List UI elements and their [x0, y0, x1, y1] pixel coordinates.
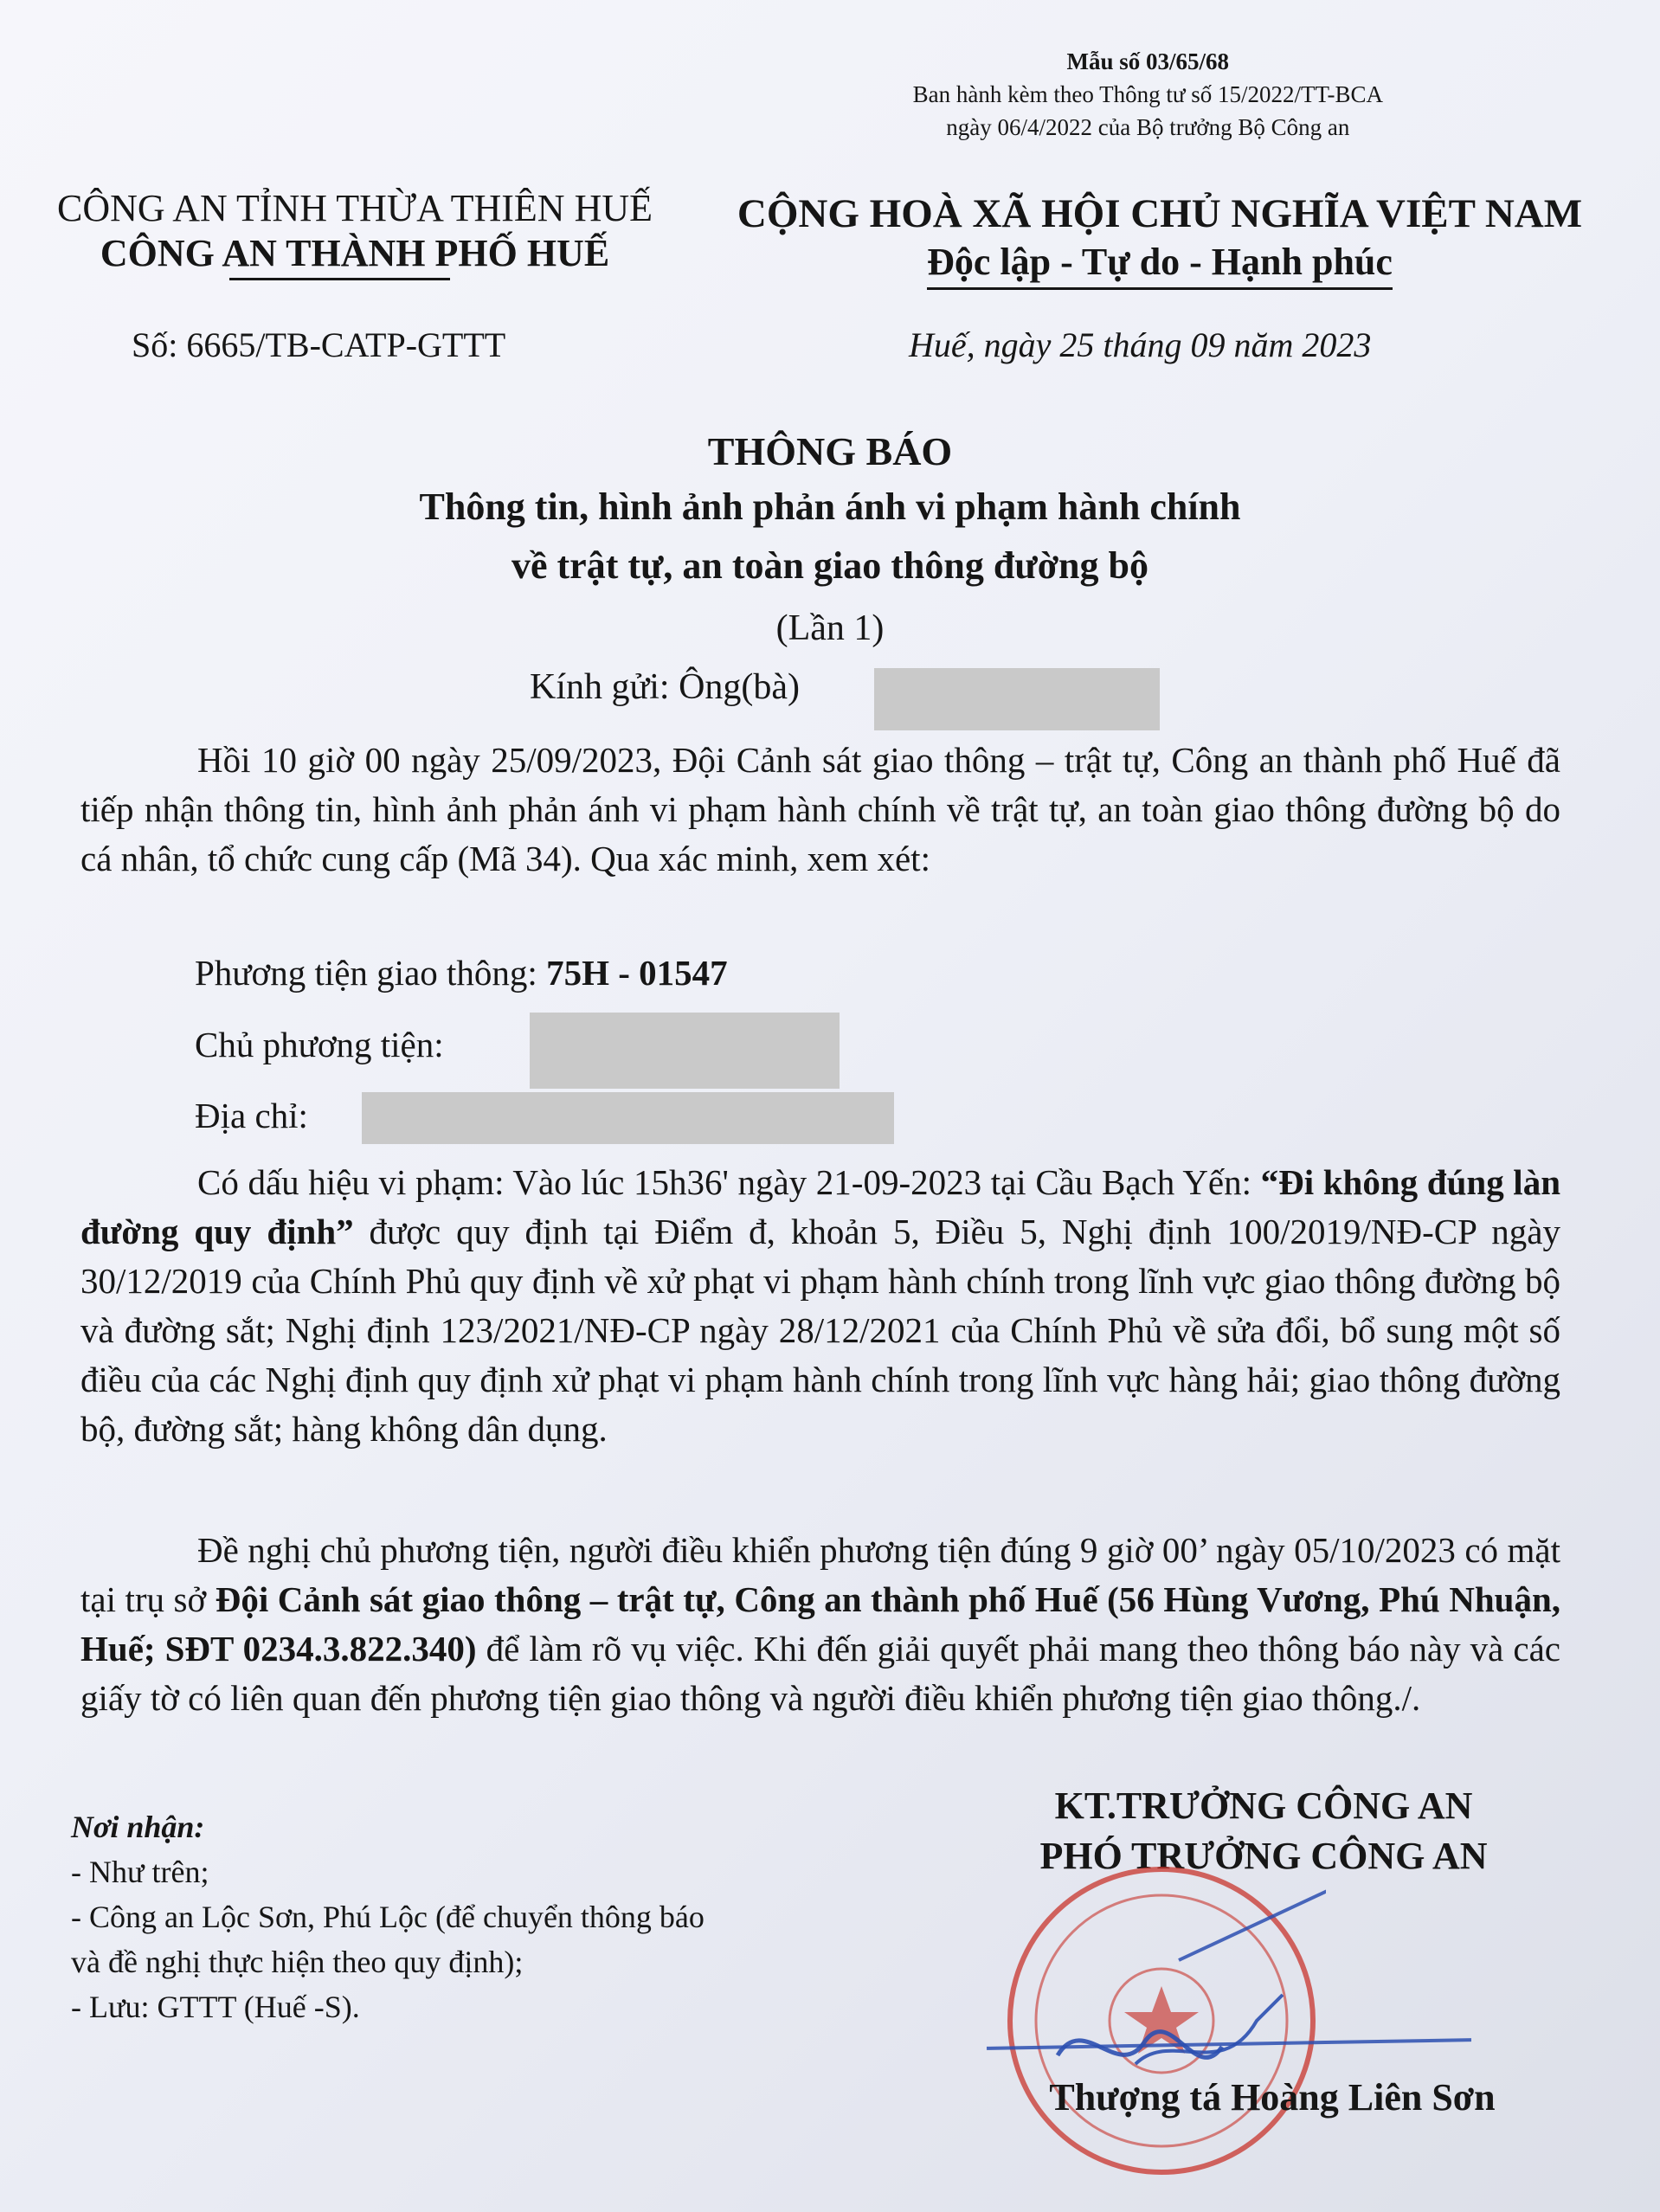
- address-line: [195, 1095, 308, 1136]
- official-seal-stamp: [997, 1856, 1326, 2185]
- recipient-line: [530, 666, 800, 708]
- vehicle-line: [195, 952, 728, 993]
- signature-title-1: KT.TRƯỞNG CÔNG AN: [1054, 1784, 1473, 1827]
- form-code-basis: Ban hành kèm theo Thông tư số 15/2022/TT-BCA: [912, 81, 1383, 107]
- request-rest: để làm rõ vụ việc. Khi đến giải quyết phải mang theo thông báo này và các giấy tờ có liên quan đến phương tiện giao thông và người điều khiển phương tiện giao thông./.: [80, 1629, 1560, 1718]
- national-motto: [727, 190, 1592, 290]
- country-name: CỘNG HOÀ XÃ HỘI CHỦ NGHĨA VIỆT NAM: [737, 191, 1583, 236]
- form-code-date: ngày 06/4/2022 của Bộ trưởng Bộ Công an: [946, 114, 1350, 140]
- signer-name: Thượng tá Hoàng Liên Sơn: [1049, 2076, 1496, 2119]
- document-date: Huế, ngày 25 tháng 09 năm 2023: [909, 325, 1372, 364]
- owner-line: [195, 1024, 444, 1065]
- recipients-item: - Công an Lộc Sơn, Phú Lộc (để chuyển thông báo: [71, 1900, 705, 1934]
- redacted-address: [362, 1092, 894, 1144]
- recipients-heading: Nơi nhận:: [71, 1810, 205, 1844]
- recipients-item: - Như trên;: [71, 1855, 209, 1889]
- motto-slogan: Độc lập - Tự do - Hạnh phúc: [927, 238, 1393, 290]
- violation-name: “Đi không đúng làn đường quy định”: [80, 1162, 1560, 1251]
- agency-name: CÔNG AN THÀNH PHỐ HUẾ: [100, 232, 610, 274]
- document-title: THÔNG BÁO: [707, 429, 953, 473]
- redacted-owner-name: [530, 1013, 840, 1089]
- request-place: Đội Cảnh sát giao thông – trật tự, Công an thành phố Huế (56 Hùng Vương, Phú Nhuận, Huế; SĐT 0234.3.822.340): [80, 1579, 1560, 1669]
- document-round: (Lần 1): [775, 608, 885, 648]
- form-code-number: Mẫu số 03/65/68: [1066, 48, 1230, 74]
- document-subtitle-1: Thông tin, hình ảnh phản ánh vi phạm hành chính: [419, 485, 1241, 528]
- signature-title-2: PHÓ TRƯỞNG CÔNG AN: [1039, 1835, 1488, 1877]
- agency-parent: CÔNG AN TỈNH THỪA THIÊN HUẾ: [56, 187, 653, 229]
- vehicle-plate: 75H - 01547: [546, 953, 728, 993]
- form-code-block: [913, 45, 1383, 144]
- agency-header: [26, 186, 684, 276]
- recipients-item: và đề nghị thực hiện theo quy định);: [71, 1945, 524, 1979]
- recipients-list: [71, 1804, 705, 2029]
- request-intro: Đề nghị chủ phương tiện, người điều khiển phương tiện đúng 9 giờ 00’ ngày 05/10/2023 có mặt tại trụ sở: [80, 1530, 1560, 1619]
- recipient-label: Kính gửi: Ông(bà): [530, 667, 801, 707]
- paragraph-intro: Hồi 10 giờ 00 ngày 25/09/2023, Đội Cảnh sát giao thông – trật tự, Công an thành phố Huế đã tiếp nhận thông tin, hình ảnh phản ánh vi phạm hành chính về trật tự, an toàn giao thông đường bộ do cá nhân, tổ chức cung cấp (Mã 34). Qua xác minh, xem xét:: [80, 740, 1560, 878]
- document-number: Số: 6665/TB-CATP-GTTT: [132, 325, 506, 364]
- vehicle-label: Phương tiện giao thông:: [195, 953, 547, 993]
- paragraph-violation: [80, 1158, 1560, 1454]
- owner-label: Chủ phương tiện:: [195, 1025, 444, 1064]
- paragraph-request: [80, 1526, 1560, 1723]
- agency-underline: [229, 278, 450, 280]
- redacted-recipient-name: [874, 668, 1160, 730]
- recipients-item: - Lưu: GTTT (Huế -S).: [71, 1990, 360, 2024]
- violation-intro: Có dấu hiệu vi phạm: Vào lúc 15h36' ngày 21-09-2023 tại Cầu Bạch Yến:: [197, 1162, 1261, 1202]
- address-label: Địa chỉ:: [195, 1096, 308, 1135]
- document-subtitle-2: về trật tự, an toàn giao thông đường bộ: [511, 544, 1148, 587]
- violation-legal-basis: được quy định tại Điểm đ, khoản 5, Điều 5, Nghị định 100/2019/NĐ-CP ngày 30/12/2019 của Chính Phủ quy định về xử phạt vi phạm hành chính trong lĩnh vực giao thông đường bộ và đường sắt; Nghị định 123/2021/NĐ-CP ngày 28/12/2021 của Chính Phủ về sửa đổi, bổ sung một số điều của các Nghị định quy định xử phạt vi phạm hành chính trong lĩnh vực hàng hải; giao thông đường bộ, đường sắt; hàng không dân dụng.: [80, 1212, 1560, 1449]
